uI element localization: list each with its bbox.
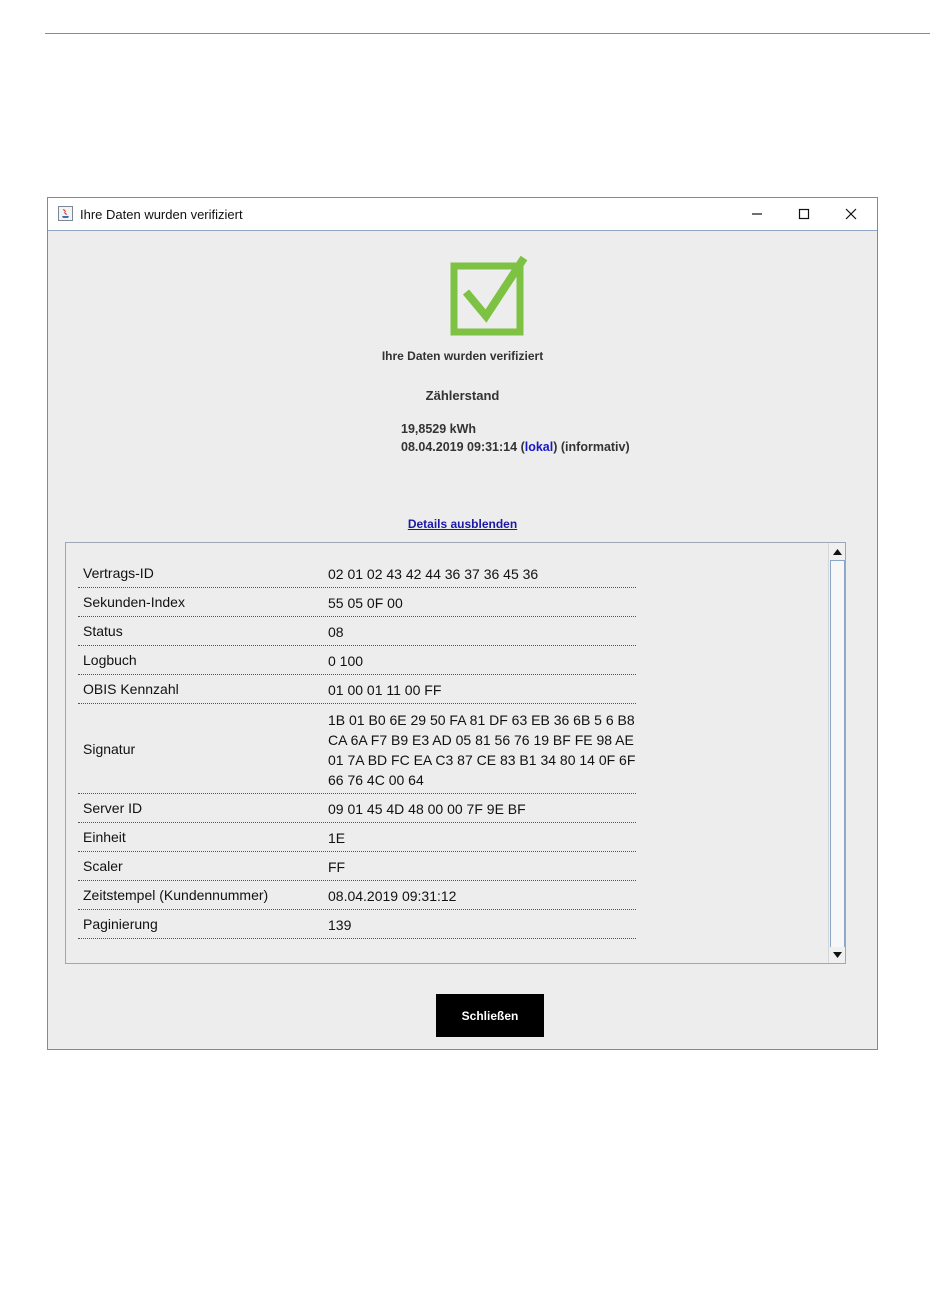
verification-dialog — [47, 197, 878, 1050]
row-value: FF — [328, 859, 346, 875]
row-key: Status — [83, 623, 123, 639]
verification-headline: Ihre Daten wurden verifiziert — [381, 349, 544, 363]
row-key: Paginierung — [83, 916, 158, 932]
informativ-label: (informativ) — [560, 440, 630, 454]
details-toggle-link[interactable]: Details ausblenden — [407, 517, 518, 531]
row-key: Einheit — [83, 829, 126, 845]
meter-reading-block — [401, 420, 630, 456]
row-value: 1B 01 B0 6E 29 50 FA 81 DF 63 EB 36 6B 5 6 B8 CA 6A F7 B9 E3 AD 05 81 56 76 19 BF FE 98 AE 01 7A BD FC EA C3 87 CE 83 B1 34 80 14 0F 6F 66 76 4C 00 64 — [328, 711, 636, 788]
details-panel — [65, 542, 846, 964]
table-row — [78, 588, 636, 617]
scroll-down-button[interactable] — [830, 947, 845, 962]
table-row — [78, 794, 636, 823]
row-value: 139 — [328, 917, 352, 933]
close-window-button[interactable] — [828, 198, 874, 230]
table-row — [78, 823, 636, 852]
table-row — [78, 559, 636, 588]
verified-checkbox-icon — [450, 255, 528, 337]
row-value: 02 01 02 43 42 44 36 37 36 45 36 — [328, 566, 539, 582]
maximize-button[interactable] — [781, 198, 827, 230]
arrow-down-icon — [833, 952, 842, 958]
meter-reading-title: Zählerstand — [425, 388, 500, 403]
row-key: Signatur — [83, 740, 136, 757]
table-row — [78, 910, 636, 939]
table-row — [78, 852, 636, 881]
scroll-up-button[interactable] — [830, 544, 845, 559]
minimize-icon — [751, 208, 763, 220]
table-row — [78, 646, 636, 675]
vertical-scrollbar[interactable] — [828, 543, 845, 963]
maximize-icon — [798, 208, 810, 220]
table-row — [78, 704, 636, 794]
close-button[interactable]: Schließen — [436, 994, 544, 1037]
row-value: 1E — [328, 830, 346, 846]
minimize-button[interactable] — [734, 198, 780, 230]
row-value: 09 01 45 4D 48 00 00 7F 9E BF — [328, 801, 526, 817]
dialog-content — [48, 231, 877, 1049]
window-title: Ihre Daten wurden verifiziert — [80, 207, 243, 222]
table-row — [78, 675, 636, 704]
row-value: 08.04.2019 09:31:12 — [328, 888, 457, 904]
row-value: 55 05 0F 00 — [328, 595, 403, 611]
lokal-paren-close: ) — [553, 440, 558, 454]
lokal-link[interactable]: lokal — [524, 440, 554, 454]
scroll-thumb[interactable] — [830, 560, 845, 948]
row-value: 0 100 — [328, 653, 364, 669]
arrow-up-icon — [833, 549, 842, 555]
page-top-rule — [45, 33, 930, 34]
meter-timestamp: 08.04.2019 09:31:14 — [401, 440, 518, 454]
meter-value: 19,8529 kWh — [401, 422, 477, 436]
row-value: 01 00 01 11 00 FF — [328, 682, 442, 698]
table-row — [78, 881, 636, 910]
row-value: 08 — [328, 624, 344, 640]
details-table — [78, 559, 636, 939]
table-row — [78, 617, 636, 646]
row-key: Zeitstempel (Kundennummer) — [83, 887, 269, 903]
close-icon — [845, 208, 857, 220]
row-key: Scaler — [83, 858, 123, 874]
lokal-paren-open: ( — [520, 440, 525, 454]
row-key: Sekunden-Index — [83, 594, 185, 610]
row-key: OBIS Kennzahl — [83, 681, 179, 697]
row-key: Server ID — [83, 800, 143, 816]
row-key: Vertrags-ID — [83, 565, 154, 581]
java-app-icon — [58, 206, 73, 221]
meter-timestamp-line — [401, 438, 630, 456]
row-key: Logbuch — [83, 652, 137, 668]
title-bar[interactable] — [48, 198, 877, 231]
